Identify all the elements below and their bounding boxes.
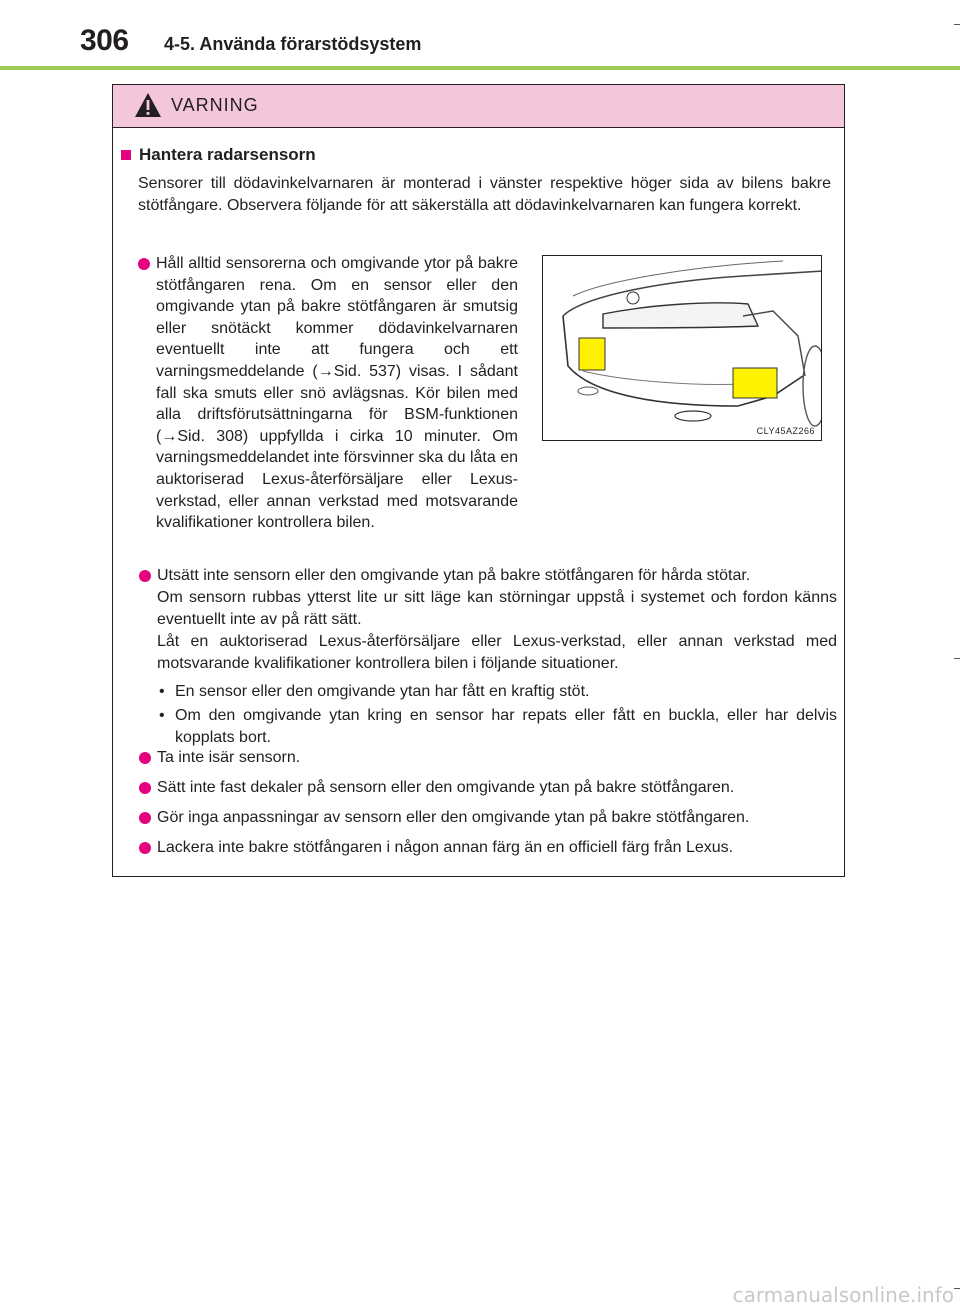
sub-list-item: • Om den omgivande ytan kring en sensor har repats eller fått en buckla, eller har delvis kopplats bort.: [157, 705, 837, 749]
warning-box: [112, 84, 845, 877]
crop-mark: [954, 658, 960, 659]
header-rule: [0, 66, 960, 70]
bumper-sensor-illustration: [542, 255, 822, 441]
footer-watermark: carmanualsonline.info: [732, 1283, 954, 1307]
list-item-text: Sätt inte fast dekaler på sensorn eller den omgivande ytan på bakre stötfångaren.: [157, 779, 735, 796]
intro-paragraph: Sensorer till dödavinkelvarnaren är monterad i vänster respektive höger sida av bilens bakre stötfångare. Observera följande för att säkerställa att dödavinkelvarnaren kan fungera korrekt.: [138, 175, 831, 214]
bullet-dot-icon: [139, 842, 151, 854]
warning-header: [113, 85, 844, 128]
crop-mark: [954, 1288, 960, 1289]
list-item-text: Lackera inte bakre stötfångaren i någon annan färg än en officiell färg från Lexus.: [157, 839, 734, 856]
list-item: [157, 807, 837, 829]
list-item: [157, 747, 837, 769]
list-item-text: Håll alltid sensorerna och omgivande ytor på bakre stötfångaren rena. Om en sensor eller den omgivande ytan på bakre stötfångaren är smutsig eller snötäckt kommer dödavinkelvarnaren eventuellt inte att fungera och ett varningsmeddelande (→Sid. 537) visas. I sådant fall ska smuts eller snö avlägsnas. Kör bilen med alla driftsförutsättningarna för BSM-funktionen (→Sid. 308) uppfyllda i cirka 10 minuter. Om varningsmeddelandet inte försvinner ska du låta en auktoriserad Lexus-återförsäljare eller Lexus-verkstad, eller annan verkstad med motsvarande kvalifikationer kontrollera bilen.: [156, 255, 518, 532]
car-rear-drawing: [543, 256, 822, 441]
left-sensor-area: [579, 338, 605, 370]
right-sensor-area: [733, 368, 777, 398]
bullet-dot-icon: [139, 782, 151, 794]
illustration-code: CLY45AZ266: [756, 426, 815, 436]
bullet-dot-icon: [139, 570, 151, 582]
sub-list-item: • En sensor eller den omgivande ytan har fått en kraftig stöt.: [157, 681, 837, 703]
list-item: [157, 565, 837, 751]
list-item: [157, 837, 837, 859]
list-item: [157, 777, 837, 799]
list-item: [138, 253, 518, 534]
warning-triangle-icon: [133, 91, 163, 119]
page-number: 306: [80, 24, 129, 57]
sub-list: [157, 681, 837, 749]
list-item-text: Låt en auktoriserad Lexus-återförsäljare eller Lexus-verkstad, eller annan verkstad med motsvarande kvalifikationer kontrollera bilen i följande situationer.: [157, 633, 837, 672]
bullet-dot-icon: [139, 812, 151, 824]
crop-mark: [954, 24, 960, 25]
section-title: 4-5. Använda förarstödsystem: [164, 34, 422, 54]
bullet-dot-icon: [138, 258, 150, 270]
subheading-text: Hantera radarsensorn: [139, 145, 316, 164]
warning-title: VARNING: [171, 95, 259, 115]
list-item-text: Gör inga anpassningar av sensorn eller den omgivande ytan på bakre stötfångaren.: [157, 809, 750, 826]
square-bullet-icon: [121, 150, 131, 160]
list-item-text: Ta inte isär sensorn.: [157, 749, 301, 766]
list-item-text: Om sensorn rubbas ytterst lite ur sitt läge kan störningar uppstå i systemet och fordon känns eventuellt inte av på rätt sätt.: [157, 589, 837, 628]
list-item-text: Utsätt inte sensorn eller den omgivande ytan på bakre stötfångaren för hårda stötar.: [157, 567, 751, 584]
subheading: [121, 145, 316, 165]
bullet-dot-icon: [139, 752, 151, 764]
